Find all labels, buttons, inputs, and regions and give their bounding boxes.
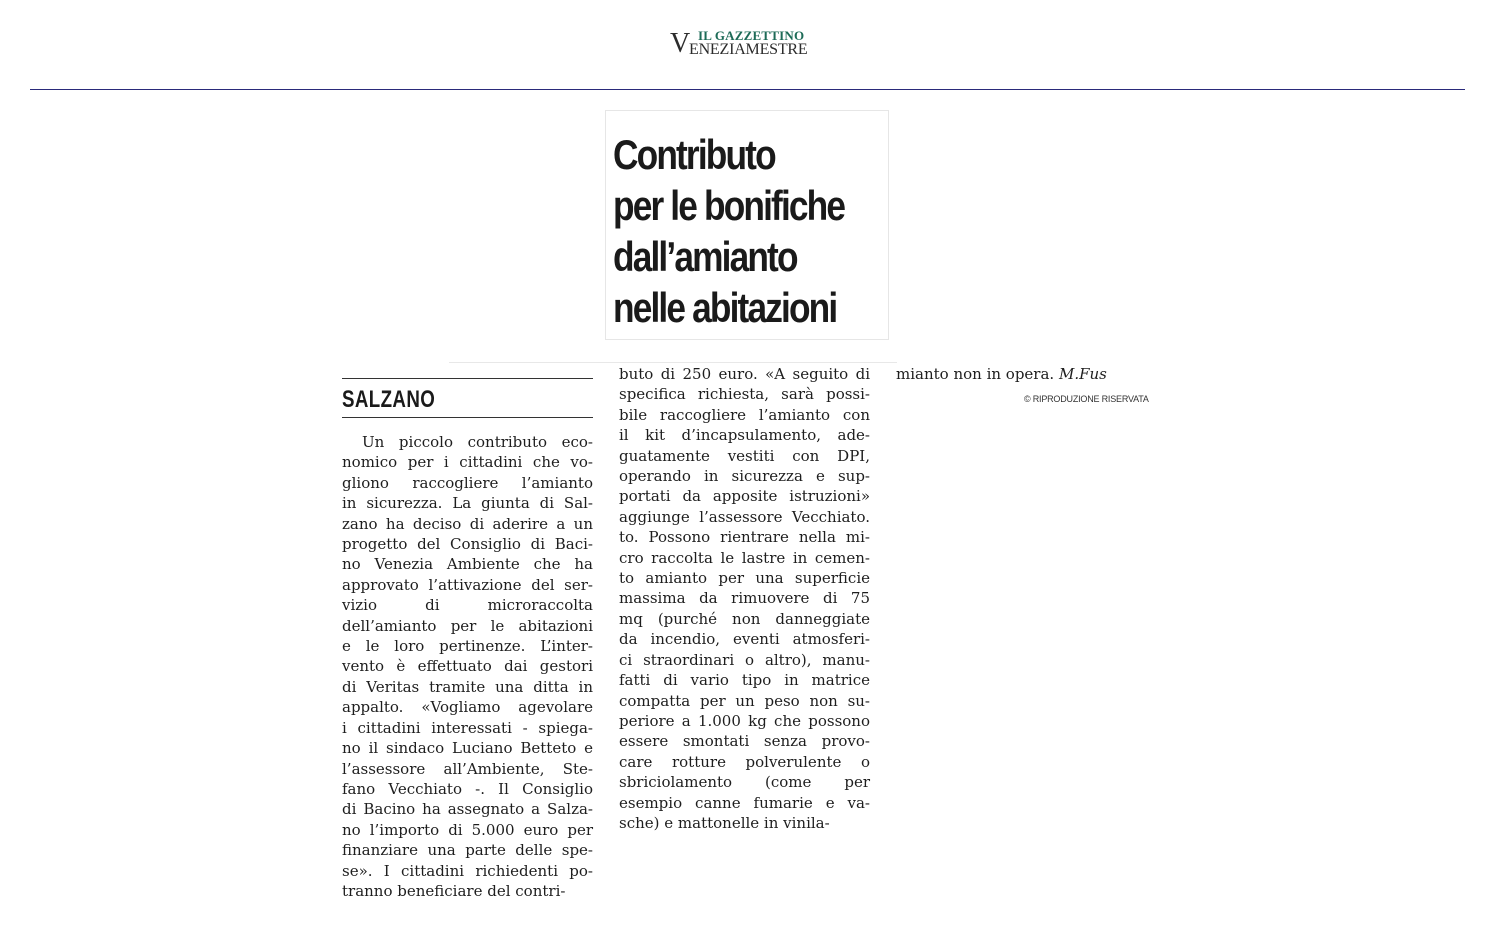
- article-line: no Venezia Ambiente che ha: [342, 555, 593, 574]
- article-line: to. Possono rientrare nella mi-: [619, 528, 870, 547]
- article-line: da incendio, eventi atmosferi-: [619, 630, 870, 649]
- article-line: cro raccolta le lastre in cemen-: [619, 548, 870, 567]
- article-line: buto di 250 euro. «A seguito di: [619, 365, 870, 383]
- closing-text: mianto non in opera.: [896, 365, 1055, 383]
- article-line: progetto del Consiglio di Baci-: [342, 535, 593, 554]
- article-line: ci straordinari o altro), manu-: [619, 650, 870, 669]
- article-line: to amianto per una superficie: [619, 569, 870, 588]
- article-line: sche) e mattonelle in vinila-: [619, 813, 830, 832]
- header-divider: [30, 89, 1465, 90]
- article-line: massima da rimuovere di 75: [619, 589, 870, 608]
- newspaper-logo: [670, 28, 830, 62]
- article-line: no il sindaco Luciano Betteto e: [342, 739, 593, 758]
- article-line: portati da apposite istruzioni»: [619, 487, 870, 506]
- copyright-notice: © RIPRODUZIONE RISERVATA: [1024, 394, 1149, 404]
- article-line: Un piccolo contributo eco-: [362, 433, 593, 451]
- article-line: fano Vecchiato -. Il Consiglio: [342, 779, 593, 798]
- article-line: vento è effettuato dai gestori: [342, 657, 593, 676]
- headline-line: nelle abitazioni: [613, 284, 837, 331]
- headline: [613, 129, 844, 333]
- article-line: sbriciolamento (come per: [619, 773, 870, 792]
- article-line: i cittadini interessati - spiega-: [342, 718, 593, 737]
- section-label: SALZANO: [342, 386, 436, 413]
- article-line: finanziare una parte delle spe-: [342, 841, 593, 860]
- article-line: di Veritas tramite una ditta in: [342, 677, 593, 696]
- logo-initial: V: [670, 28, 691, 59]
- column-top-separator: [449, 362, 897, 363]
- article-line: [896, 364, 1147, 384]
- article-line: esempio canne fumarie e va-: [619, 793, 870, 812]
- article-line: appalto. «Vogliamo agevolare: [342, 698, 593, 717]
- article-line: periore a 1.000 kg che possono: [619, 711, 870, 730]
- article-line: l’assessore all’Ambiente, Ste-: [342, 759, 593, 778]
- article-line: il kit d’incapsulamento, ade-: [619, 426, 870, 445]
- article-line: no l’importo di 5.000 euro per: [342, 820, 593, 839]
- article-line: aggiunge l’assessore Vecchiato.: [619, 507, 870, 526]
- section-rule-bottom: [342, 417, 593, 418]
- section-rule-top: [342, 378, 593, 379]
- article-column-3: [896, 364, 1147, 384]
- article-column-2: [619, 364, 870, 833]
- article-line: vizio di microraccolta: [342, 596, 593, 615]
- article-line: di Bacino ha assegnato a Salza-: [342, 800, 593, 819]
- article-line: bile raccogliere l’amianto con: [619, 405, 870, 424]
- article-line: mq (purché non danneggiate: [619, 609, 870, 628]
- article-line: in sicurezza. La giunta di Sal-: [342, 494, 593, 513]
- article-line: gliono raccogliere l’amianto: [342, 473, 593, 492]
- article-line: operando in sicurezza e sup-: [619, 467, 870, 486]
- article-line: tranno beneficiare del contri-: [342, 881, 566, 900]
- byline: M.Fus: [1058, 365, 1107, 383]
- article-line: zano ha deciso di aderire a un: [342, 514, 593, 533]
- article-line: care rotture polverulente o: [619, 752, 870, 771]
- article-line: fatti di vario tipo in matrice: [619, 671, 870, 690]
- article-line: dell’amianto per le abitazioni: [342, 616, 593, 635]
- headline-line: Contributo: [613, 131, 775, 178]
- headline-line: per le bonifiche: [613, 182, 845, 229]
- article-line: e le loro pertinenze. L’inter-: [342, 637, 593, 656]
- logo-edition: ENEZIAMESTRE: [689, 41, 808, 58]
- logo-title: IL GAZZETTINO: [698, 28, 805, 43]
- article-line: se». I cittadini richiedenti po-: [342, 861, 593, 880]
- article-line: guatamente vestiti con DPI,: [619, 446, 870, 465]
- article-line: compatta per un peso non su-: [619, 691, 870, 710]
- article-line: essere smontati senza provo-: [619, 732, 870, 751]
- article-column-1: [342, 432, 593, 901]
- article-line: specifica richiesta, sarà possi-: [619, 385, 870, 404]
- headline-box: [605, 110, 889, 340]
- article-line: nomico per i cittadini che vo-: [342, 453, 593, 472]
- headline-line: dall’amianto: [613, 233, 797, 280]
- article-line: approvato l’attivazione del ser-: [342, 575, 593, 594]
